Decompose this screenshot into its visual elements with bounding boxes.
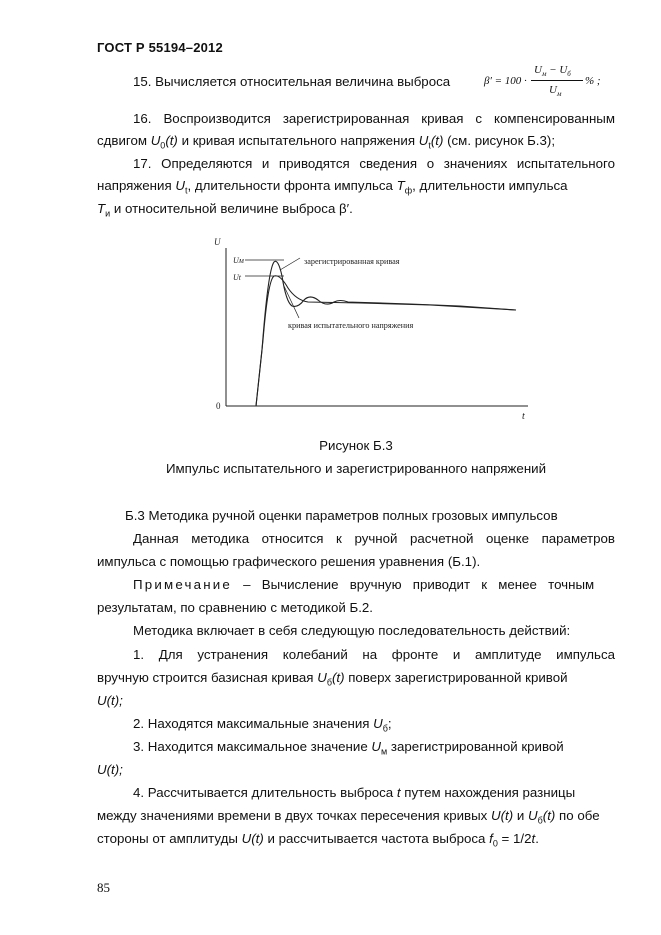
section-b3-heading: Б.3 Методика ручной оценки параметров полных грозовых импульсов xyxy=(125,508,558,523)
step-4-line-1: 4. Рассчитывается длительность выброса t путем нахождения разницы xyxy=(133,785,576,800)
document-header: ГОСТ Р 55194–2012 xyxy=(97,40,223,55)
step-1-line-2: вручную строится базисная кривая $U_б(t)$ поверх зарегистрированной кривой xyxy=(97,670,568,688)
note-line-2: результатам, по сравнению с методикой Б.2. xyxy=(97,600,373,615)
note-label: Примечание xyxy=(133,577,232,592)
item-16-line-1: 16. Воспроизводится зарегистрированная кривая с компенсированным xyxy=(133,111,615,126)
item-17-line-3: $T_и$ и относительной величине выброса β′. xyxy=(97,201,353,219)
recorded-curve-label: зарегистрированная кривая xyxy=(304,257,400,266)
step-1-line-1: 1. Для устранения колебаний на фронте и амплитуде импульса xyxy=(133,647,615,662)
item-17-line-2: напряжения $U_t$, длительности фронта импульса $T_ф$, длительности импульса xyxy=(97,178,568,196)
formula-lhs: β′ = 100 · xyxy=(484,75,527,87)
step-3-line-2: U(t); xyxy=(97,762,123,777)
step-1-line-3: U(t); xyxy=(97,693,123,708)
formula-tail: % ; xyxy=(585,75,601,87)
formula-numerator: $U_м - U_б$ xyxy=(534,64,571,79)
y-axis-label: U xyxy=(214,237,221,247)
test-voltage-curve xyxy=(256,276,516,406)
level-ut-label: Ut xyxy=(233,273,241,282)
x-axis-label: t xyxy=(522,411,525,422)
test-curve-leader xyxy=(284,286,299,318)
recorded-curve xyxy=(256,261,516,406)
formula-fraction-bar xyxy=(531,80,583,81)
figure-caption-title: Импульс испытательного и зарегистрированного напряжений xyxy=(165,461,547,476)
level-um-label: Uм xyxy=(233,256,244,265)
figure-caption-number: Рисунок Б.3 xyxy=(319,438,393,453)
page-number: 85 xyxy=(97,880,110,895)
formula-denominator: $U_м$ xyxy=(549,84,562,99)
item-17-line-1: 17. Определяются и приводятся сведения о значениях испытательного xyxy=(133,156,615,171)
note-line-1: Примечание – Вычисление вручную приводит к менее точным xyxy=(133,577,595,592)
item-15-text: 15. Вычисляется относительная величина выброса xyxy=(133,74,451,89)
method-intro: Методика включает в себя следующую последовательность действий: xyxy=(133,623,571,638)
test-voltage-curve-label: кривая испытательного напряжения xyxy=(288,321,414,330)
step-2: 2. Находятся максимальные значения $U_б$; xyxy=(133,716,392,734)
step-4-line-2: между значениями времени в двух точках пересечения кривых U(t) и $U_б(t)$ по обе xyxy=(97,808,600,826)
figure-b3-plot xyxy=(200,230,540,430)
section-b3-p1-line-1: Данная методика относится к ручной расчетной оценке параметров xyxy=(133,531,615,546)
item-16-line-2: сдвигом $U_0(t)$ и кривая испытательного напряжения $U_t(t)$ (см. рисунок Б.3); xyxy=(97,133,556,151)
zero-label: 0 xyxy=(216,401,221,411)
step-4-line-3: стороны от амплитуды U(t) и рассчитывается частота выброса $f_0 = 1/2t$. xyxy=(97,831,539,849)
step-3-line-1: 3. Находится максимальное значение $U_м$ зарегистрированной кривой xyxy=(133,739,564,757)
section-b3-p1-line-2: импульса с помощью графического решения уравнения (Б.1). xyxy=(97,554,481,569)
